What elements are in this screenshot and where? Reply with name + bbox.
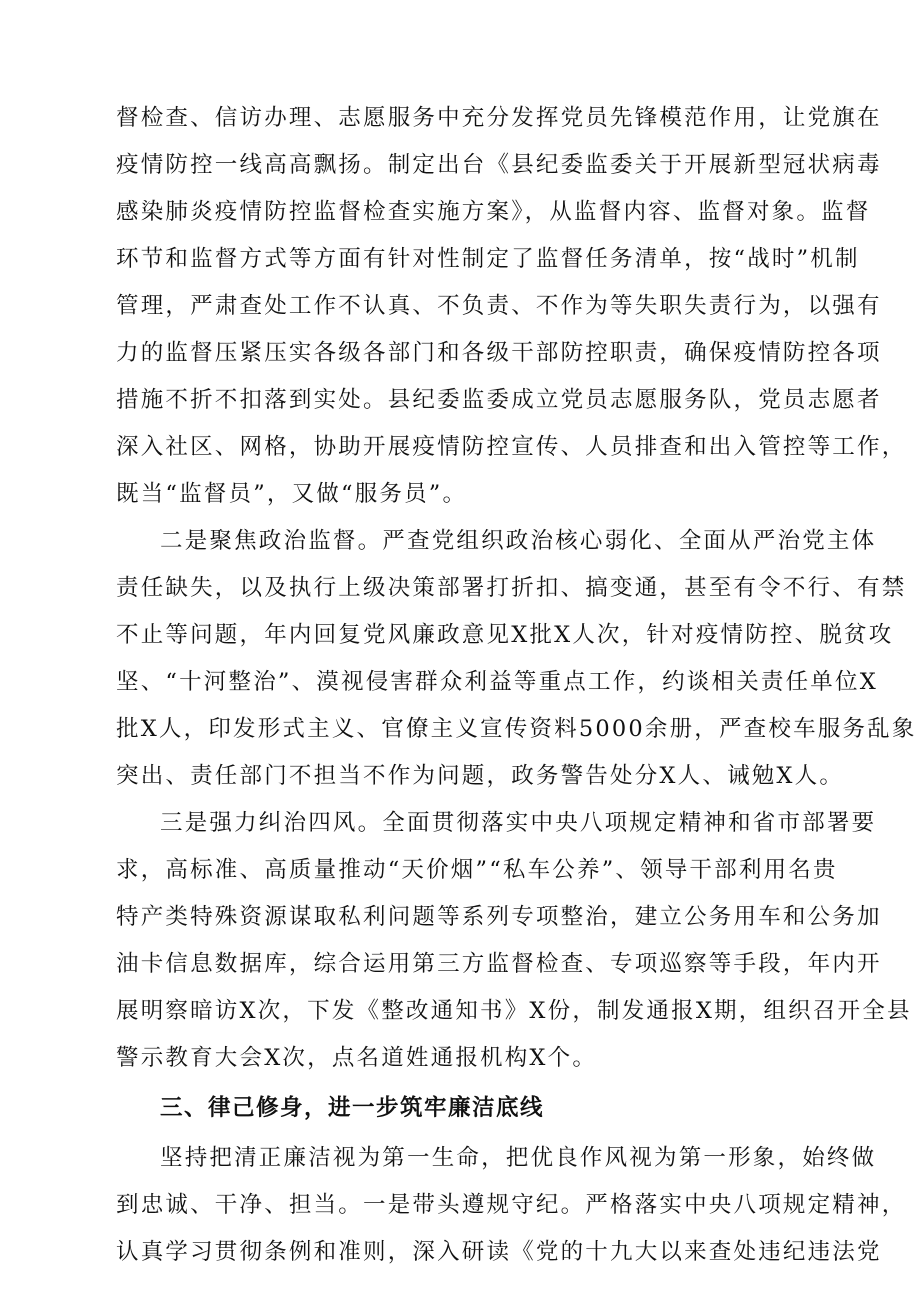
paragraph1-line-6: 力的监督压紧压实各级各部门和各级干部防控职责，确保疫情防控各项 <box>116 340 882 366</box>
paragraph3-line-2: 求，高标准、高质量推动“天价烟”“私车公养”、领导干部利用名贵 <box>116 857 838 883</box>
paragraph1-line-1: 督检查、信访办理、志愿服务中充分发挥党员先锋模范作用，让党旗在 <box>116 105 882 131</box>
paragraph1-line-2: 疫情防控一线高高飘扬。制定出台《县纪委监委关于开展新型冠状病毒 <box>116 152 882 178</box>
paragraph1-line-5: 管理，严肃查处工作不认真、不负责、不作为等失职失责行为，以强有 <box>116 293 882 319</box>
paragraph4-line-3: 认真学习贯彻条例和准则，深入研读《党的十九大以来查处违纪违法党 <box>116 1239 882 1265</box>
paragraph1-line-7: 措施不折不扣落到实处。县纪委监委成立党员志愿服务队，党员志愿者 <box>116 387 882 413</box>
paragraph1-line-4: 环节和监督方式等方面有针对性制定了监督任务清单，按“战时”机制 <box>116 246 860 272</box>
paragraph3-line-1: 三是强力纠治四风。全面贯彻落实中央八项规定精神和省市部署要 <box>160 810 877 836</box>
paragraph3-line-6: 警示教育大会X次，点名道姓通报机构X个。 <box>116 1045 598 1071</box>
paragraph2-line-3: 不止等问题，年内回复党风廉政意见X批X人次，针对疫情防控、脱贫攻 <box>116 622 894 648</box>
paragraph3-line-3: 特产类特殊资源谋取私利问题等系列专项整治，建立公务用车和公务加 <box>116 904 882 930</box>
paragraph1-line-9: 既当“监督员”，又做“服务员”。 <box>116 481 468 507</box>
paragraph3-line-5: 展明察暗访X次，下发《整改通知书》X份，制发通报X期，组织召开全县 <box>116 998 912 1024</box>
paragraph2-line-4: 坚、“十河整治”、漠视侵害群众利益等重点工作，约谈相关责任单位X <box>116 669 878 695</box>
paragraph1-line-8: 深入社区、网格，协助开展疫情防控宣传、人员排查和出入管控等工作， <box>116 434 907 460</box>
paragraph3-line-4: 油卡信息数据库，综合运用第三方监督检查、专项巡察等手段，年内开 <box>116 951 882 977</box>
paragraph4-line-1: 坚持把清正廉洁视为第一生命，把优良作风视为第一形象，始终做 <box>160 1145 877 1171</box>
paragraph2-line-6: 突出、责任部门不担当不作为问题，政务警告处分X人、诫勉X人。 <box>116 763 845 789</box>
paragraph4-line-2: 到忠诚、干净、担当。一是带头遵规守纪。严格落实中央八项规定精神， <box>116 1192 907 1218</box>
paragraph2-line-2: 责任缺失，以及执行上级决策部署打折扣、搞变通，甚至有令不行、有禁 <box>116 575 907 601</box>
paragraph1-line-3: 感染肺炎疫情防控监督检查实施方案》，从监督内容、监督对象。监督 <box>116 199 871 225</box>
paragraph2-line-1: 二是聚焦政治监督。严查党组织政治核心弱化、全面从严治党主体 <box>160 528 877 554</box>
section-heading: 三、律己修身，进一步筑牢廉洁底线 <box>160 1095 545 1121</box>
paragraph2-line-5: 批X人，印发形式主义、官僚主义宣传资料5000余册，严查校车服务乱象 <box>116 716 917 742</box>
